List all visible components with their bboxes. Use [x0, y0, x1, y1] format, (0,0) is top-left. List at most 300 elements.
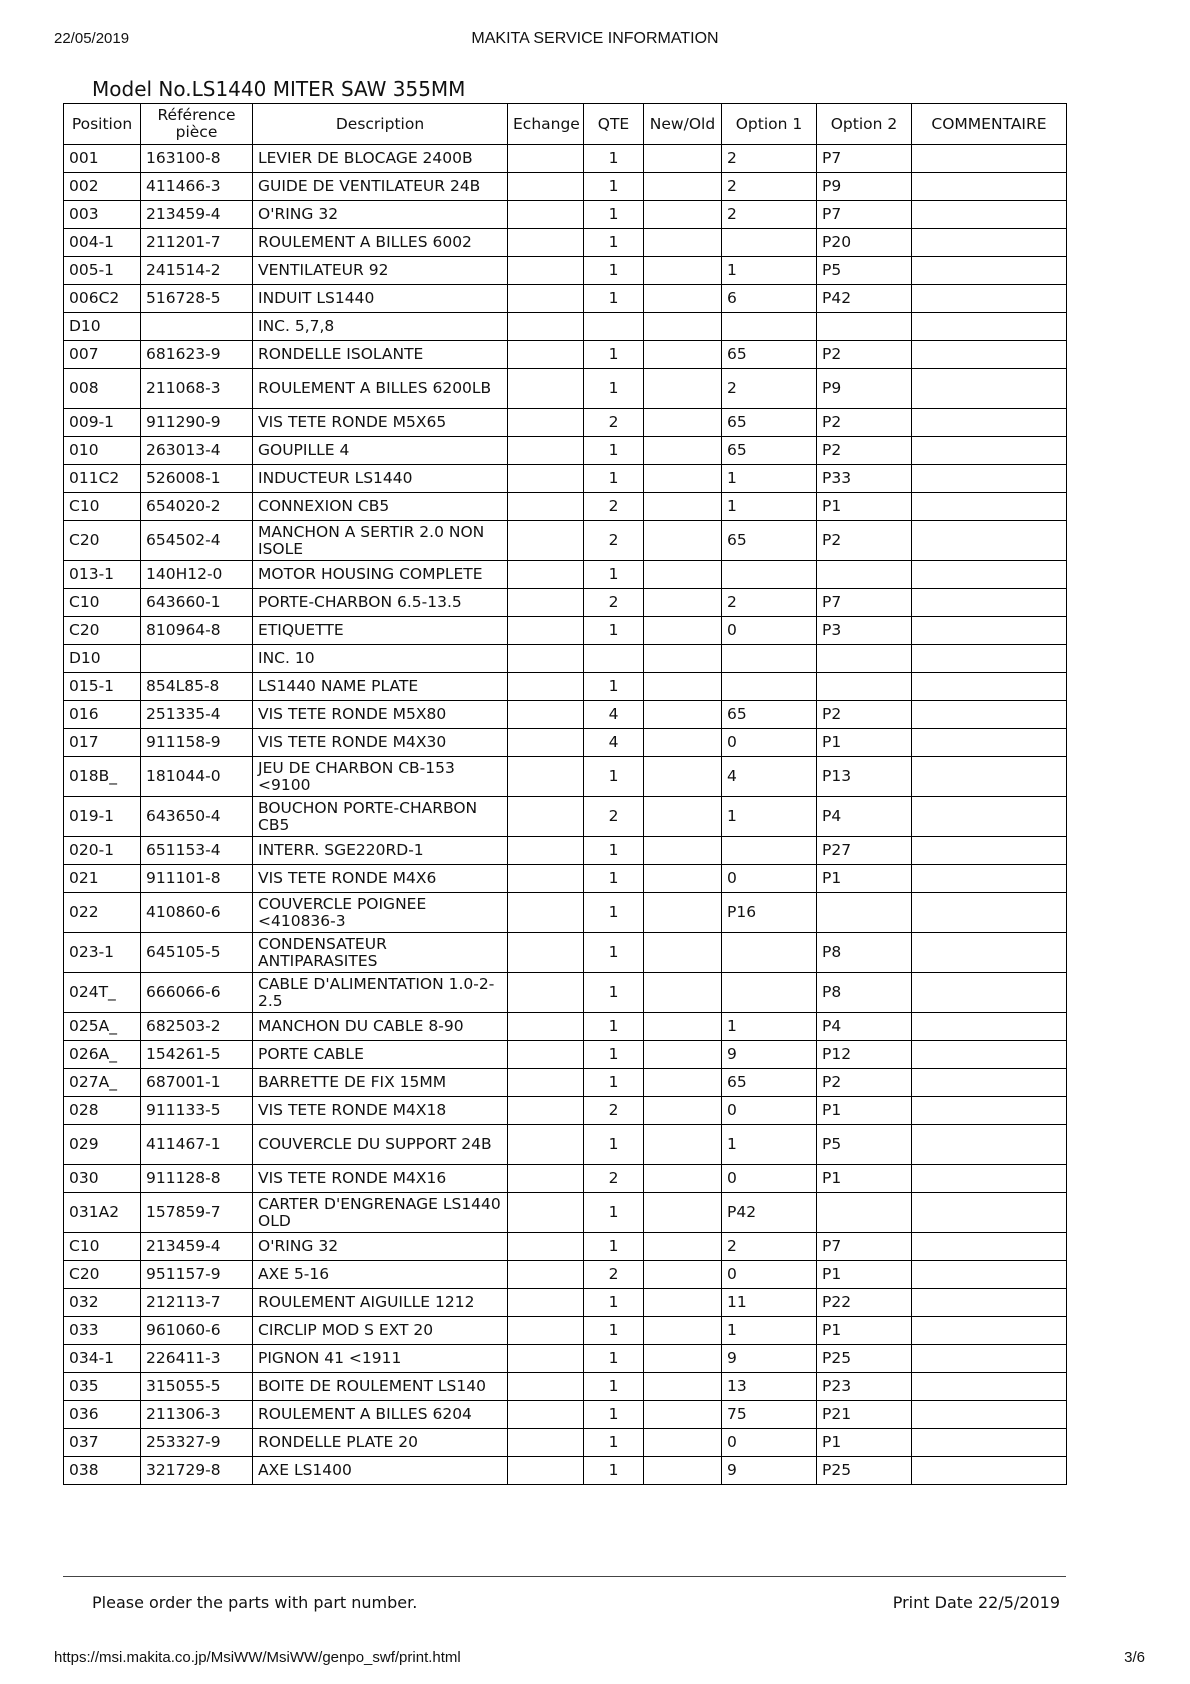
cell-option-1: 2	[722, 173, 817, 201]
cell-echange	[508, 645, 584, 673]
cell-option-1: 1	[722, 257, 817, 285]
cell-option-2: P2	[817, 341, 912, 369]
cell-echange	[508, 1233, 584, 1261]
cell-option-1: 1	[722, 1125, 817, 1165]
cell-option-1	[722, 229, 817, 257]
cell-option-1: 0	[722, 1429, 817, 1457]
cell-option-2: P5	[817, 1125, 912, 1165]
cell-description: CARTER D'ENGRENAGE LS1440 OLD	[253, 1193, 508, 1233]
cell-option-1: 2	[722, 201, 817, 229]
cell-echange	[508, 1457, 584, 1485]
cell-qte: 1	[584, 1289, 644, 1317]
cell-new-old	[644, 589, 722, 617]
table-row	[64, 589, 1067, 617]
cell-echange	[508, 933, 584, 973]
cell-reference: 516728-5	[141, 285, 253, 313]
table-row	[64, 865, 1067, 893]
cell-commentaire	[912, 465, 1067, 493]
cell-option-1: 65	[722, 437, 817, 465]
cell-position: 029	[64, 1125, 141, 1165]
table-row	[64, 229, 1067, 257]
cell-reference: 315055-5	[141, 1373, 253, 1401]
cell-option-2: P33	[817, 465, 912, 493]
cell-qte: 1	[584, 933, 644, 973]
cell-commentaire	[912, 757, 1067, 797]
col-header-commentaire: COMMENTAIRE	[912, 104, 1067, 145]
cell-reference: 321729-8	[141, 1457, 253, 1485]
cell-echange	[508, 973, 584, 1013]
cell-new-old	[644, 1041, 722, 1069]
cell-option-2	[817, 645, 912, 673]
cell-option-1: 2	[722, 369, 817, 409]
cell-new-old	[644, 1261, 722, 1289]
table-row	[64, 521, 1067, 561]
cell-description: RONDELLE ISOLANTE	[253, 341, 508, 369]
cell-position: 025A_	[64, 1013, 141, 1041]
cell-new-old	[644, 1233, 722, 1261]
cell-reference: 911128-8	[141, 1165, 253, 1193]
cell-commentaire	[912, 617, 1067, 645]
col-header-new-old: New/Old	[644, 104, 722, 145]
cell-reference: 411466-3	[141, 173, 253, 201]
cell-reference: 213459-4	[141, 1233, 253, 1261]
cell-qte: 1	[584, 285, 644, 313]
cell-option-1: 4	[722, 757, 817, 797]
cell-qte: 1	[584, 1013, 644, 1041]
cell-commentaire	[912, 561, 1067, 589]
cell-description: VIS TETE RONDE M4X18	[253, 1097, 508, 1125]
table-row	[64, 1097, 1067, 1125]
cell-commentaire	[912, 1457, 1067, 1485]
cell-option-2	[817, 673, 912, 701]
cell-commentaire	[912, 409, 1067, 437]
cell-new-old	[644, 973, 722, 1013]
cell-option-2: P1	[817, 493, 912, 521]
cell-reference: 951157-9	[141, 1261, 253, 1289]
cell-commentaire	[912, 285, 1067, 313]
cell-qte: 1	[584, 201, 644, 229]
page-number: 3/6	[1124, 1649, 1145, 1666]
cell-echange	[508, 1401, 584, 1429]
cell-position: 001	[64, 145, 141, 173]
cell-qte: 1	[584, 1233, 644, 1261]
cell-option-1	[722, 645, 817, 673]
cell-new-old	[644, 257, 722, 285]
table-row	[64, 493, 1067, 521]
cell-option-2: P8	[817, 933, 912, 973]
cell-new-old	[644, 409, 722, 437]
cell-qte: 1	[584, 1373, 644, 1401]
cell-reference: 181044-0	[141, 757, 253, 797]
cell-description: ROULEMENT A BILLES 6200LB	[253, 369, 508, 409]
table-row	[64, 561, 1067, 589]
cell-commentaire	[912, 865, 1067, 893]
col-header-position: Position	[64, 104, 141, 145]
cell-commentaire	[912, 437, 1067, 465]
cell-reference: 213459-4	[141, 201, 253, 229]
cell-reference: 961060-6	[141, 1317, 253, 1345]
document-title: MAKITA SERVICE INFORMATION	[471, 30, 719, 47]
cell-qte: 2	[584, 589, 644, 617]
cell-description: INC. 10	[253, 645, 508, 673]
cell-echange	[508, 145, 584, 173]
table-row	[64, 285, 1067, 313]
cell-new-old	[644, 561, 722, 589]
cell-description: BOUCHON PORTE-CHARBON CB5	[253, 797, 508, 837]
cell-reference: 645105-5	[141, 933, 253, 973]
cell-echange	[508, 1097, 584, 1125]
cell-reference: 251335-4	[141, 701, 253, 729]
table-row	[64, 1165, 1067, 1193]
cell-commentaire	[912, 1125, 1067, 1165]
cell-new-old	[644, 1069, 722, 1097]
cell-qte: 1	[584, 757, 644, 797]
cell-new-old	[644, 757, 722, 797]
cell-position: 007	[64, 341, 141, 369]
cell-reference: 157859-7	[141, 1193, 253, 1233]
cell-commentaire	[912, 1233, 1067, 1261]
cell-position: 011C2	[64, 465, 141, 493]
cell-qte: 1	[584, 1125, 644, 1165]
cell-new-old	[644, 893, 722, 933]
cell-commentaire	[912, 173, 1067, 201]
cell-echange	[508, 257, 584, 285]
cell-position: 017	[64, 729, 141, 757]
cell-option-2: P1	[817, 729, 912, 757]
cell-option-1: 1	[722, 465, 817, 493]
cell-new-old	[644, 285, 722, 313]
cell-reference: 253327-9	[141, 1429, 253, 1457]
table-row	[64, 701, 1067, 729]
cell-option-1	[722, 933, 817, 973]
cell-qte: 1	[584, 257, 644, 285]
cell-position: 026A_	[64, 1041, 141, 1069]
cell-echange	[508, 285, 584, 313]
cell-qte: 4	[584, 729, 644, 757]
cell-position: 035	[64, 1373, 141, 1401]
table-row	[64, 257, 1067, 285]
cell-new-old	[644, 173, 722, 201]
cell-new-old	[644, 1097, 722, 1125]
cell-commentaire	[912, 493, 1067, 521]
cell-reference: 654020-2	[141, 493, 253, 521]
cell-option-2: P22	[817, 1289, 912, 1317]
cell-qte: 1	[584, 673, 644, 701]
cell-option-2: P20	[817, 229, 912, 257]
cell-echange	[508, 493, 584, 521]
cell-qte: 1	[584, 1317, 644, 1345]
cell-description: RONDELLE PLATE 20	[253, 1429, 508, 1457]
cell-position: 019-1	[64, 797, 141, 837]
table-row	[64, 1193, 1067, 1233]
cell-qte: 1	[584, 1193, 644, 1233]
cell-reference: 212113-7	[141, 1289, 253, 1317]
table-row	[64, 673, 1067, 701]
cell-option-2: P1	[817, 1317, 912, 1345]
cell-description: VENTILATEUR 92	[253, 257, 508, 285]
cell-position: C10	[64, 1233, 141, 1261]
col-header-qte: QTE	[584, 104, 644, 145]
cell-qte	[584, 313, 644, 341]
table-row	[64, 341, 1067, 369]
cell-commentaire	[912, 369, 1067, 409]
table-row	[64, 173, 1067, 201]
cell-commentaire	[912, 1317, 1067, 1345]
table-row	[64, 729, 1067, 757]
table-row	[64, 1401, 1067, 1429]
cell-qte: 1	[584, 617, 644, 645]
table-row	[64, 1125, 1067, 1165]
cell-option-1: 65	[722, 1069, 817, 1097]
cell-description: ROULEMENT AIGUILLE 1212	[253, 1289, 508, 1317]
cell-commentaire	[912, 797, 1067, 837]
table-row	[64, 1041, 1067, 1069]
cell-description: VIS TETE RONDE M5X80	[253, 701, 508, 729]
cell-option-2: P25	[817, 1457, 912, 1485]
cell-commentaire	[912, 257, 1067, 285]
cell-description: INC. 5,7,8	[253, 313, 508, 341]
cell-option-2: P2	[817, 701, 912, 729]
table-row	[64, 645, 1067, 673]
table-row	[64, 617, 1067, 645]
cell-option-2: P2	[817, 1069, 912, 1097]
cell-commentaire	[912, 313, 1067, 341]
cell-commentaire	[912, 1097, 1067, 1125]
cell-description: PIGNON 41 <1911	[253, 1345, 508, 1373]
cell-option-2: P42	[817, 285, 912, 313]
cell-option-2: P1	[817, 865, 912, 893]
cell-option-1: 13	[722, 1373, 817, 1401]
cell-echange	[508, 837, 584, 865]
col-header-reference: Référence pièce	[141, 104, 253, 145]
cell-new-old	[644, 229, 722, 257]
cell-option-1: 0	[722, 617, 817, 645]
cell-qte: 2	[584, 1261, 644, 1289]
cell-option-1	[722, 561, 817, 589]
cell-position: 013-1	[64, 561, 141, 589]
table-row	[64, 201, 1067, 229]
cell-reference: 154261-5	[141, 1041, 253, 1069]
cell-echange	[508, 173, 584, 201]
cell-reference: 526008-1	[141, 465, 253, 493]
cell-option-2: P7	[817, 145, 912, 173]
cell-new-old	[644, 201, 722, 229]
cell-position: C20	[64, 521, 141, 561]
cell-position: 032	[64, 1289, 141, 1317]
cell-option-1: 65	[722, 341, 817, 369]
cell-reference: 911133-5	[141, 1097, 253, 1125]
model-title: Model No.LS1440 MITER SAW 355MM	[92, 77, 466, 101]
cell-reference: 211306-3	[141, 1401, 253, 1429]
cell-new-old	[644, 673, 722, 701]
cell-position: C10	[64, 589, 141, 617]
cell-new-old	[644, 313, 722, 341]
cell-reference: 643660-1	[141, 589, 253, 617]
cell-new-old	[644, 865, 722, 893]
cell-echange	[508, 521, 584, 561]
cell-option-2: P13	[817, 757, 912, 797]
cell-commentaire	[912, 1429, 1067, 1457]
cell-echange	[508, 673, 584, 701]
cell-echange	[508, 341, 584, 369]
table-row	[64, 1233, 1067, 1261]
cell-reference	[141, 645, 253, 673]
cell-new-old	[644, 837, 722, 865]
cell-reference: 911290-9	[141, 409, 253, 437]
cell-commentaire	[912, 1373, 1067, 1401]
cell-qte: 1	[584, 1069, 644, 1097]
cell-position: 033	[64, 1317, 141, 1345]
col-header-echange: Echange	[508, 104, 584, 145]
cell-new-old	[644, 1125, 722, 1165]
cell-position: 022	[64, 893, 141, 933]
cell-reference: 410860-6	[141, 893, 253, 933]
cell-qte: 1	[584, 1457, 644, 1485]
cell-qte: 1	[584, 173, 644, 201]
cell-option-1	[722, 313, 817, 341]
cell-position: 038	[64, 1457, 141, 1485]
cell-position: 018B_	[64, 757, 141, 797]
cell-description: ETIQUETTE	[253, 617, 508, 645]
cell-position: 030	[64, 1165, 141, 1193]
cell-reference: 854L85-8	[141, 673, 253, 701]
cell-qte: 2	[584, 493, 644, 521]
cell-qte: 1	[584, 1345, 644, 1373]
cell-commentaire	[912, 893, 1067, 933]
cell-reference: 263013-4	[141, 437, 253, 465]
cell-new-old	[644, 145, 722, 173]
cell-echange	[508, 589, 584, 617]
cell-position: 010	[64, 437, 141, 465]
cell-commentaire	[912, 1013, 1067, 1041]
cell-description: MANCHON DU CABLE 8-90	[253, 1013, 508, 1041]
cell-reference: 911158-9	[141, 729, 253, 757]
cell-new-old	[644, 369, 722, 409]
cell-commentaire	[912, 1261, 1067, 1289]
cell-reference: 211068-3	[141, 369, 253, 409]
cell-position: 031A2	[64, 1193, 141, 1233]
cell-commentaire	[912, 729, 1067, 757]
cell-qte: 1	[584, 837, 644, 865]
cell-option-1: 2	[722, 589, 817, 617]
cell-qte: 4	[584, 701, 644, 729]
cell-reference: 241514-2	[141, 257, 253, 285]
cell-option-2: P4	[817, 797, 912, 837]
cell-qte: 1	[584, 229, 644, 257]
cell-echange	[508, 1317, 584, 1345]
cell-commentaire	[912, 701, 1067, 729]
table-row	[64, 437, 1067, 465]
cell-option-1: 11	[722, 1289, 817, 1317]
cell-position: 020-1	[64, 837, 141, 865]
table-row	[64, 465, 1067, 493]
cell-reference: 666066-6	[141, 973, 253, 1013]
cell-position: 009-1	[64, 409, 141, 437]
cell-option-1: 0	[722, 1165, 817, 1193]
cell-description: VIS TETE RONDE M4X30	[253, 729, 508, 757]
cell-option-1: 9	[722, 1345, 817, 1373]
cell-qte: 1	[584, 145, 644, 173]
cell-new-old	[644, 493, 722, 521]
cell-position: 023-1	[64, 933, 141, 973]
cell-description: JEU DE CHARBON CB-153 <9100	[253, 757, 508, 797]
table-row	[64, 837, 1067, 865]
cell-option-1: 9	[722, 1457, 817, 1485]
cell-qte: 1	[584, 1429, 644, 1457]
cell-qte	[584, 645, 644, 673]
cell-qte: 2	[584, 521, 644, 561]
cell-echange	[508, 701, 584, 729]
cell-qte: 1	[584, 1041, 644, 1069]
cell-position: 024T_	[64, 973, 141, 1013]
cell-commentaire	[912, 1165, 1067, 1193]
cell-description: INTERR. SGE220RD-1	[253, 837, 508, 865]
parts-table	[63, 103, 1067, 1485]
cell-commentaire	[912, 201, 1067, 229]
table-row	[64, 1317, 1067, 1345]
cell-echange	[508, 757, 584, 797]
cell-description: CIRCLIP MOD S EXT 20	[253, 1317, 508, 1345]
cell-option-1	[722, 673, 817, 701]
cell-new-old	[644, 1165, 722, 1193]
cell-option-2: P2	[817, 409, 912, 437]
cell-description: CONDENSATEUR ANTIPARASITES	[253, 933, 508, 973]
cell-description: PORTE CABLE	[253, 1041, 508, 1069]
cell-qte: 1	[584, 973, 644, 1013]
col-header-description: Description	[253, 104, 508, 145]
table-row	[64, 369, 1067, 409]
cell-new-old	[644, 1289, 722, 1317]
cell-echange	[508, 1345, 584, 1373]
cell-position: 016	[64, 701, 141, 729]
cell-position: C20	[64, 617, 141, 645]
cell-option-2: P8	[817, 973, 912, 1013]
cell-description: VIS TETE RONDE M4X16	[253, 1165, 508, 1193]
cell-option-2	[817, 561, 912, 589]
cell-option-2: P7	[817, 589, 912, 617]
cell-option-1: 6	[722, 285, 817, 313]
cell-description: GUIDE DE VENTILATEUR 24B	[253, 173, 508, 201]
cell-commentaire	[912, 837, 1067, 865]
cell-option-1: 1	[722, 1317, 817, 1345]
cell-reference: 226411-3	[141, 1345, 253, 1373]
cell-new-old	[644, 1373, 722, 1401]
page-url: https://msi.makita.co.jp/MsiWW/MsiWW/genpo_swf/print.html	[54, 1649, 461, 1666]
cell-echange	[508, 229, 584, 257]
cell-option-1: 1	[722, 1013, 817, 1041]
cell-commentaire	[912, 933, 1067, 973]
cell-description: ROULEMENT A BILLES 6204	[253, 1401, 508, 1429]
cell-echange	[508, 1261, 584, 1289]
cell-option-2: P3	[817, 617, 912, 645]
cell-option-2: P12	[817, 1041, 912, 1069]
cell-new-old	[644, 645, 722, 673]
table-row	[64, 1345, 1067, 1373]
cell-description: AXE LS1400	[253, 1457, 508, 1485]
cell-option-1: 0	[722, 729, 817, 757]
cell-option-1: 1	[722, 493, 817, 521]
cell-reference: 687001-1	[141, 1069, 253, 1097]
cell-reference: 643650-4	[141, 797, 253, 837]
table-row	[64, 145, 1067, 173]
cell-commentaire	[912, 521, 1067, 561]
table-row	[64, 313, 1067, 341]
cell-description: MANCHON A SERTIR 2.0 NON ISOLE	[253, 521, 508, 561]
cell-position: 005-1	[64, 257, 141, 285]
cell-position: C20	[64, 1261, 141, 1289]
cell-option-2: P1	[817, 1261, 912, 1289]
cell-option-1: P16	[722, 893, 817, 933]
